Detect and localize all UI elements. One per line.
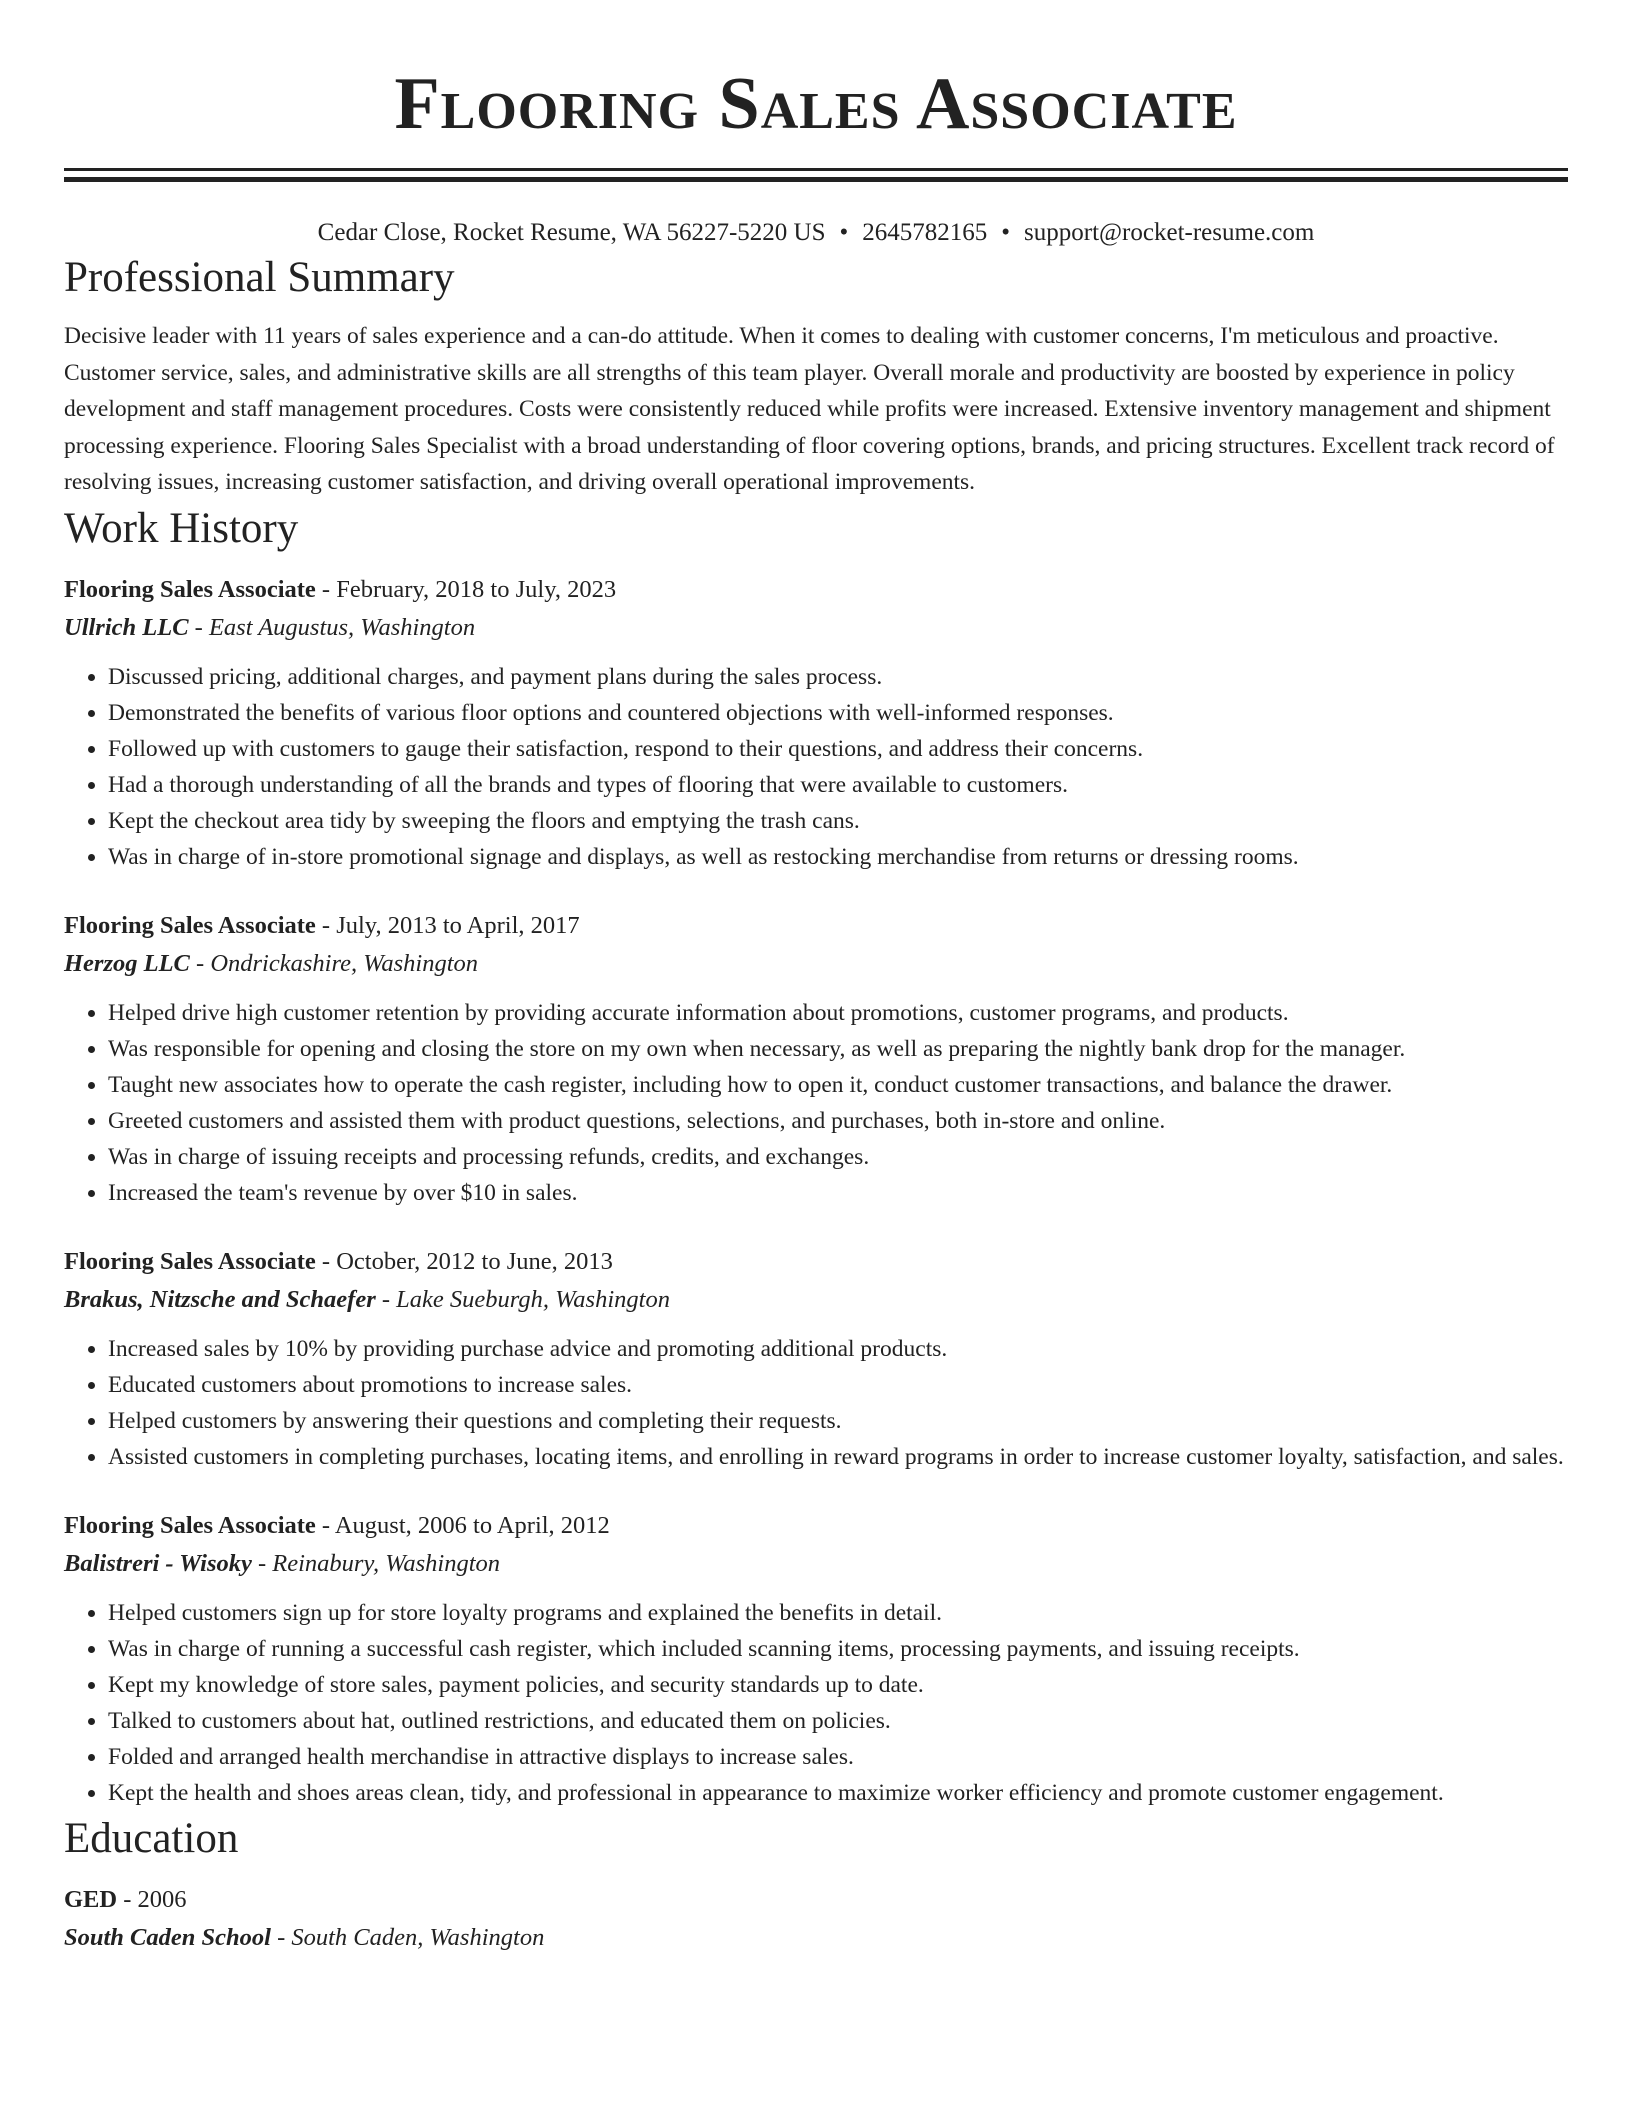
resume-title: Flooring Sales Associate: [394, 63, 1238, 145]
job-company: Brakus, Nitzsche and Schaefer: [64, 1285, 376, 1313]
job-header: [64, 907, 1568, 945]
job-company: Ullrich LLC: [64, 613, 189, 641]
job-bullets: [64, 659, 1568, 875]
job-bullet: • Was in charge of running a successful cash register, which included scanning items, processing payments, and issuing receipts.: [108, 1631, 1568, 1667]
education-school-line: [64, 1919, 1568, 1957]
job-header: [64, 571, 1568, 609]
contact-address: Cedar Close, Rocket Resume, WA 56227-5220 US: [317, 219, 826, 246]
contact-phone: 2645782165: [862, 219, 988, 246]
job-bullet: • Helped drive high customer retention by providing accurate information about promotions, customer programs, and products.: [108, 995, 1568, 1031]
education-entry: [64, 1881, 1568, 1957]
job-bullets: [64, 995, 1568, 1211]
job-role: Flooring Sales Associate: [64, 1511, 316, 1539]
education-header: [64, 1881, 1568, 1919]
education-heading: Education: [64, 1814, 239, 1862]
job-employer: [64, 1281, 1568, 1319]
contact-line: [64, 216, 1568, 250]
job-bullet: • Followed up with customers to gauge their satisfaction, respond to their questions, and address their concerns.: [108, 731, 1568, 767]
education-year: - 2006: [117, 1885, 187, 1913]
job-header: [64, 1507, 1568, 1545]
job-employer: [64, 1545, 1568, 1583]
job-bullet: • Talked to customers about hat, outlined restrictions, and educated them on policies.: [108, 1703, 1568, 1739]
job-dates: - October, 2012 to June, 2013: [315, 1247, 613, 1275]
job-bullet: • Increased the team's revenue by over $10 in sales.: [108, 1175, 1568, 1211]
job-bullet: • Helped customers by answering their questions and completing their requests.: [108, 1403, 1568, 1439]
job-header: [64, 1243, 1568, 1281]
job-company: Herzog LLC: [64, 949, 190, 977]
job-bullet: • Folded and arranged health merchandise in attractive displays to increase sales.: [108, 1739, 1568, 1775]
job-bullet: • Helped customers sign up for store loyalty programs and explained the benefits in detail.: [108, 1595, 1568, 1631]
contact-separator: •: [1001, 219, 1011, 246]
job-employer: [64, 945, 1568, 983]
job-role: Flooring Sales Associate: [64, 1247, 316, 1275]
job-dates: - August, 2006 to April, 2012: [315, 1511, 610, 1539]
job-entry: [64, 1507, 1568, 1811]
job-employer: [64, 609, 1568, 647]
job-bullet: • Was in charge of issuing receipts and processing refunds, credits, and exchanges.: [108, 1139, 1568, 1175]
job-bullet: • Was in charge of in-store promotional signage and displays, as well as restocking merchandise from returns or dressing rooms.: [108, 839, 1568, 875]
education-school: South Caden School: [64, 1923, 271, 1951]
job-bullet: • Was responsible for opening and closing the store on my own when necessary, as well as preparing the nightly bank drop for the manager.: [108, 1031, 1568, 1067]
job-location: - East Augustus, Washington: [188, 613, 476, 641]
job-dates: - February, 2018 to July, 2023: [315, 575, 617, 603]
title-rule-thin: [64, 168, 1568, 171]
job-bullet: • Kept the checkout area tidy by sweeping the floors and emptying the trash cans.: [108, 803, 1568, 839]
job-company: Balistreri - Wisoky: [64, 1549, 252, 1577]
job-entry: [64, 571, 1568, 875]
job-entry: [64, 907, 1568, 1211]
job-location: - Reinabury, Washington: [251, 1549, 501, 1577]
job-bullets: [64, 1595, 1568, 1811]
job-bullet: • Greeted customers and assisted them with product questions, selections, and purchases, both in-store and online.: [108, 1103, 1568, 1139]
contact-email: support@rocket-resume.com: [1024, 219, 1315, 246]
job-bullet: • Demonstrated the benefits of various floor options and countered objections with well-informed responses.: [108, 695, 1568, 731]
job-bullet: • Kept my knowledge of store sales, payment policies, and security standards up to date.: [108, 1667, 1568, 1703]
contact-separator: •: [839, 219, 849, 246]
job-location: - Ondrickashire, Washington: [189, 949, 478, 977]
job-role: Flooring Sales Associate: [64, 575, 316, 603]
job-dates: - July, 2013 to April, 2017: [315, 911, 580, 939]
job-entry: [64, 1243, 1568, 1475]
job-location: - Lake Sueburgh, Washington: [375, 1285, 670, 1313]
summary-heading: Professional Summary: [64, 254, 455, 301]
job-bullet: • Assisted customers in completing purchases, locating items, and enrolling in reward programs in order to increase customer loyalty, satisfaction, and sales.: [108, 1439, 1568, 1475]
summary-text: Decisive leader with 11 years of sales experience and a can-do attitude. When it comes to dealing with customer concerns, I'm meticulous and proactive. Customer service, sales, and administrative skills are all strengths of this team player. Overall morale and productivity are boosted by experience in policy development and staff management procedures. Costs were consistently reduced while profits were increased. Extensive inventory management and shipment processing experience. Flooring Sales Specialist with a broad understanding of floor covering options, brands, and pricing structures. Excellent track record of resolving issues, increasing customer satisfaction, and driving overall operational improvements.: [64, 323, 1555, 495]
job-bullet: • Had a thorough understanding of all the brands and types of flooring that were available to customers.: [108, 767, 1568, 803]
job-bullet: • Taught new associates how to operate the cash register, including how to open it, conduct customer transactions, and balance the drawer.: [108, 1067, 1568, 1103]
job-bullets: [64, 1331, 1568, 1475]
education-degree: GED: [64, 1885, 118, 1913]
title-rule-thick: [64, 177, 1568, 182]
education-location: - South Caden, Washington: [270, 1923, 545, 1951]
job-bullet: • Discussed pricing, additional charges, and payment plans during the sales process.: [108, 659, 1568, 695]
job-bullet: • Kept the health and shoes areas clean, tidy, and professional in appearance to maximize worker efficiency and promote customer engagement.: [108, 1775, 1568, 1811]
job-role: Flooring Sales Associate: [64, 911, 316, 939]
job-bullet: • Increased sales by 10% by providing purchase advice and promoting additional products.: [108, 1331, 1568, 1367]
job-bullet: • Educated customers about promotions to increase sales.: [108, 1367, 1568, 1403]
work-history-heading: Work History: [64, 504, 299, 552]
